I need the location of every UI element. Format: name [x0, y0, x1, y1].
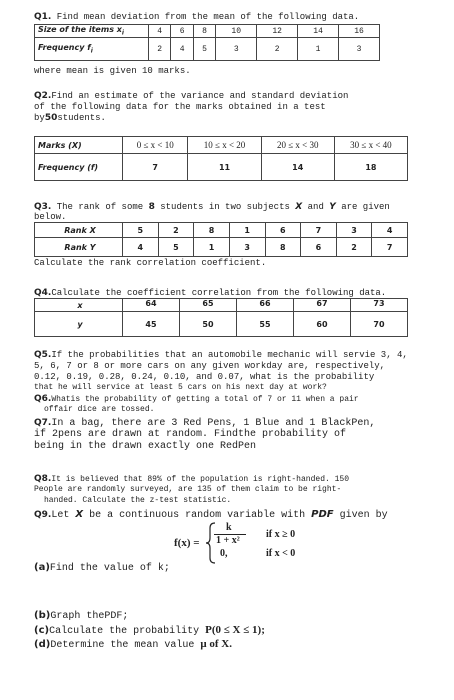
q7-line2: if 2pens are drawn at random. Findthe probability of: [34, 429, 347, 440]
table-cell: 2: [158, 223, 194, 238]
table-cell: 0 ≤ x < 10: [123, 137, 188, 154]
table-row: [35, 312, 408, 337]
q3-line2: below.: [34, 212, 67, 222]
table-cell: 2: [149, 38, 171, 61]
q9-text-b: be a continuous random variable with: [89, 510, 306, 521]
q5-text1: If the probabilities that an automobile mechanic will servie 3, 4,: [51, 350, 408, 360]
table-cell: 50: [180, 312, 237, 337]
table-cell: 6: [265, 223, 301, 238]
table-cell: 3: [339, 38, 380, 61]
q3-var-x: X: [295, 202, 303, 212]
q5-line2: 5, 6, 7 or 8 or more cars on any given workday are, respectively,: [34, 361, 386, 371]
table-row: [35, 137, 408, 154]
q1-row1-label: Size of the items $x_i$: [35, 25, 149, 38]
table-cell: 66: [237, 299, 294, 312]
table-cell: 4: [171, 38, 193, 61]
table-cell: 2: [257, 38, 298, 61]
table-cell: 6: [171, 25, 193, 38]
q9-number: Q9.: [34, 510, 52, 520]
table-cell: 12: [257, 25, 298, 38]
q8-line3: handed. Calculate the z-test statistic.: [44, 496, 232, 505]
table-cell: 7: [301, 223, 337, 238]
q2-count: 50: [44, 113, 58, 123]
q9-pdf: PDF: [311, 509, 334, 520]
q3-var-y: Y: [329, 202, 336, 212]
q9-part-c: [34, 624, 265, 637]
q9-c-text: Calculate the probability: [49, 626, 200, 637]
q3-count: 8: [148, 202, 155, 212]
table-cell: 1: [229, 223, 265, 238]
q9-d-text: Determine the mean value: [50, 640, 195, 651]
q6-line2: offair dice are tossed.: [44, 405, 155, 414]
q3-text-b: students in two subjects: [160, 202, 290, 212]
q4-x-label: x: [35, 299, 123, 312]
brace-icon: [206, 522, 216, 564]
q4-number: Q4.: [34, 288, 52, 298]
table-cell: 14: [261, 154, 334, 181]
table-cell: 55: [237, 312, 294, 337]
table-cell: 67: [294, 299, 351, 312]
q4-text: Calculate the coefficient correlation from the following data.: [51, 288, 387, 298]
table-row: [35, 238, 408, 257]
q5-line4: that he will service at least 5 cars on his next day at work?: [34, 383, 327, 392]
q4-y-label: y: [35, 312, 123, 337]
table-cell: 1: [298, 38, 339, 61]
table-cell: 65: [180, 299, 237, 312]
q3-text-c: are given: [341, 202, 390, 212]
q2-text3b: students.: [57, 113, 106, 123]
q1-note: where mean is given 10 marks.: [34, 66, 191, 76]
table-cell: 60: [294, 312, 351, 337]
q1-text: Find mean deviation from the mean of the following data.: [56, 12, 360, 22]
table-cell: 3: [216, 38, 257, 61]
q6-number: Q6.: [34, 394, 52, 404]
q2-text1: Find an estimate of the variance and standard deviation: [51, 91, 349, 101]
table-cell: 8: [194, 223, 230, 238]
q5-line1: [34, 350, 408, 361]
q1-row2-label: Frequency $f_i$: [35, 38, 149, 61]
q9-a-text: Find the value of k;: [49, 563, 170, 574]
q9-b-text: Graph thePDF;: [50, 611, 129, 622]
table-cell: 16: [339, 25, 380, 38]
q9-var-x: X: [75, 509, 84, 520]
q9-text-a: Let: [51, 510, 70, 521]
table-row: [35, 25, 380, 38]
q7-number: Q7.: [34, 418, 52, 428]
q8-text1: It is believed that 89% of the population is right-handed. 150: [51, 475, 349, 484]
q9-intro: [34, 509, 388, 522]
q3-ranky-label: Rank Y: [35, 238, 123, 257]
table-cell: 70: [351, 312, 408, 337]
table-cell: 11: [188, 154, 261, 181]
table-cell: 5: [158, 238, 194, 257]
table-row: [35, 223, 408, 238]
q1-table: [34, 24, 380, 61]
q6-text1: Whatis the probability of getting a total of 7 or 11 when a pair: [51, 395, 359, 404]
q9-part-b: [34, 610, 128, 622]
table-row: [35, 38, 380, 61]
table-row: [35, 299, 408, 312]
q3-and: and: [307, 202, 324, 212]
q2-table: [34, 136, 408, 181]
q3-after: Calculate the rank correlation coefficient.: [34, 258, 267, 268]
q3-text-a: The rank of some: [56, 202, 144, 212]
q9-cond1: if x ≥ 0: [266, 529, 296, 540]
q9-part-d: [34, 638, 232, 651]
q4-table: [34, 298, 408, 337]
q5-line3: 0.12, 0.19, 0.28, 0.24, 0.10, and 0.07, what is the probability: [34, 372, 375, 382]
q2-text3a: by: [34, 113, 45, 123]
q6-line1: [34, 394, 359, 405]
q2-line3: [34, 113, 106, 124]
table-cell: 73: [351, 299, 408, 312]
table-cell: 10: [216, 25, 257, 38]
q9-c-expr: P(0 ≤ X ≤ 1);: [205, 624, 265, 636]
q9-denominator: 1 + x²: [216, 535, 240, 546]
table-cell: 30 ≤ x < 40: [334, 137, 407, 154]
table-row: [35, 154, 408, 181]
table-cell: 14: [298, 25, 339, 38]
q8-line2: People are randomly surveyed, are 135 of them claim to be right-: [34, 485, 342, 494]
q9-d-label: (d): [34, 639, 51, 650]
table-cell: 4: [372, 223, 408, 238]
table-cell: 3: [336, 223, 372, 238]
table-cell: 45: [123, 312, 180, 337]
table-cell: 3: [229, 238, 265, 257]
q2-freq-label: Frequency (f): [35, 154, 123, 181]
table-cell: 7: [123, 154, 188, 181]
q9-zero: 0,: [220, 548, 228, 559]
q9-part-a: [34, 562, 170, 574]
q5-number: Q5.: [34, 350, 52, 360]
table-cell: 5: [193, 38, 215, 61]
table-cell: 8: [193, 25, 215, 38]
q7-text1: In a bag, there are 3 Red Pens, 1 Blue and 1 BlackPen,: [51, 418, 376, 429]
q2-number: Q2.: [34, 91, 52, 101]
q1-question: [34, 12, 359, 23]
q9-d-expr: μ of X.: [200, 638, 232, 650]
q9-fx: f(x) =: [174, 537, 200, 549]
q3-table: [34, 222, 408, 257]
q2-head-label: Marks (X): [35, 137, 123, 154]
table-cell: 1: [194, 238, 230, 257]
q2-line1: [34, 91, 348, 102]
q9-numerator: k: [226, 522, 232, 533]
q9-cond2: if x < 0: [266, 548, 296, 559]
table-cell: 8: [265, 238, 301, 257]
table-cell: 20 ≤ x < 30: [261, 137, 334, 154]
table-cell: 10 ≤ x < 20: [188, 137, 261, 154]
table-cell: 2: [336, 238, 372, 257]
q7-line3: being in the drawn exactly one RedPen: [34, 441, 257, 452]
q9-a-label: (a): [34, 562, 50, 573]
table-cell: 4: [149, 25, 171, 38]
table-cell: 5: [123, 223, 159, 238]
q9-b-label: (b): [34, 610, 51, 621]
table-cell: 7: [372, 238, 408, 257]
q3-number: Q3.: [34, 202, 52, 212]
q9-text-c: given by: [339, 510, 388, 521]
table-cell: 18: [334, 154, 407, 181]
table-cell: 4: [123, 238, 159, 257]
q1-number: Q1.: [34, 12, 52, 22]
table-cell: 6: [301, 238, 337, 257]
q3-rankx-label: Rank X: [35, 223, 123, 238]
q2-line2: of the following data for the marks obtained in a test: [34, 102, 326, 112]
q8-line1: [34, 474, 349, 485]
q9-c-label: (c): [34, 625, 50, 636]
q8-number: Q8.: [34, 474, 52, 484]
q3-line1: [34, 202, 390, 213]
table-cell: 64: [123, 299, 180, 312]
